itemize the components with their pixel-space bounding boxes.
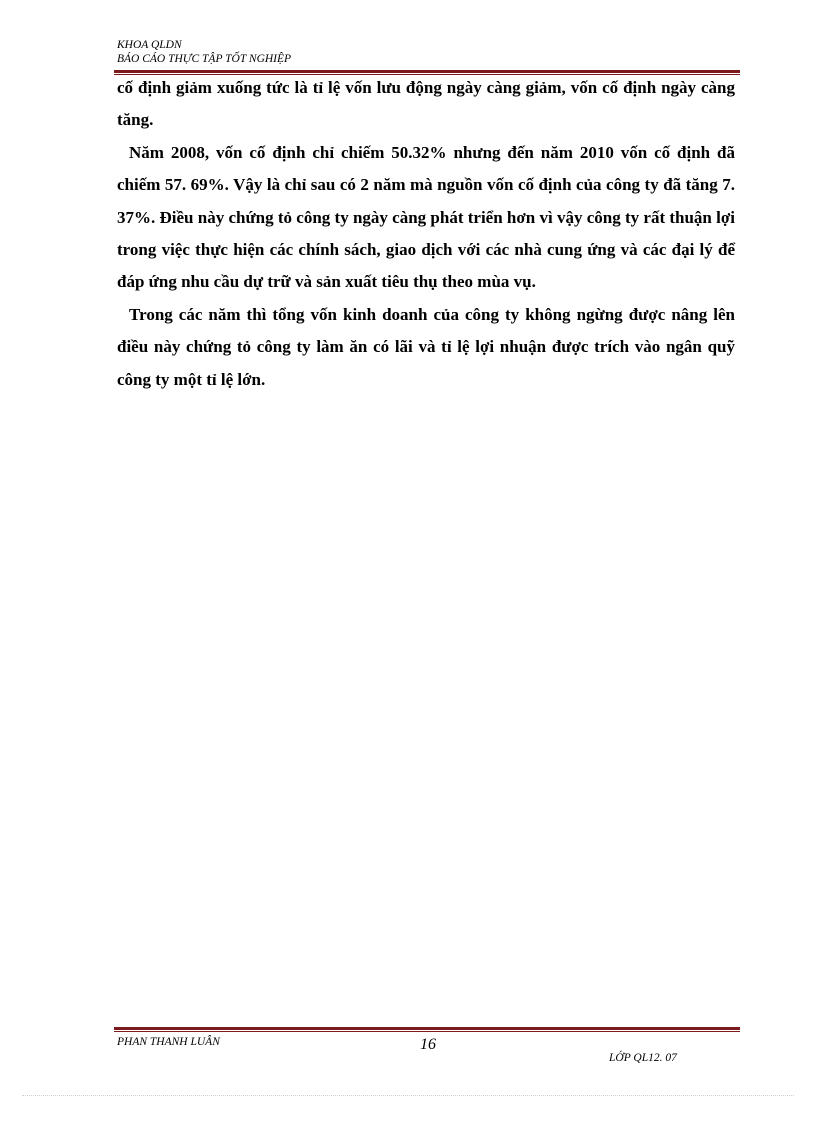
page-number: 16 [420,1036,436,1053]
header-report-title: BÁO CÁO THỰC TẬP TỐT NGHIỆP [117,53,292,65]
header-department: KHOA QLDN [117,39,182,51]
paragraph-1: cố định giảm xuống tức là tỉ lệ vốn lưu động ngày càng giảm, vốn cố định ngày càng tăng. [117,78,735,130]
page-bottom-edge [22,1095,794,1096]
paragraph-3: Trong các năm thì tổng vốn kinh doanh của công ty không ngừng được nâng lên điều này chứng tỏ công ty làm ăn có lãi và tỉ lệ lợi nhuận được trích vào ngân quỹ công ty một tỉ lệ lớn. [117,304,735,389]
document-body [117,72,735,396]
footer-rule [114,1027,740,1032]
footer-class: LỚP QL12. 07 [609,1052,677,1064]
page-header [117,38,291,66]
footer-author: PHAN THANH LUÂN [117,1036,220,1048]
paragraph-2: Năm 2008, vốn cố định chỉ chiếm 50.32% nhưng đến năm 2010 vốn cố định đã chiếm 57. 69%. Vậy là chỉ sau có 2 năm mà nguồn vốn cố định của công ty đã tăng 7. 37%. Điều này chứng tỏ công ty ngày càng phát triển hơn vì vậy công ty rất thuận lợi trong việc thực hiện các chính sách, giao dịch với các nhà cung ứng và các đại lý để đáp ứng nhu cầu dự trữ và sản xuất tiêu thụ theo mùa vụ. [117,142,735,292]
